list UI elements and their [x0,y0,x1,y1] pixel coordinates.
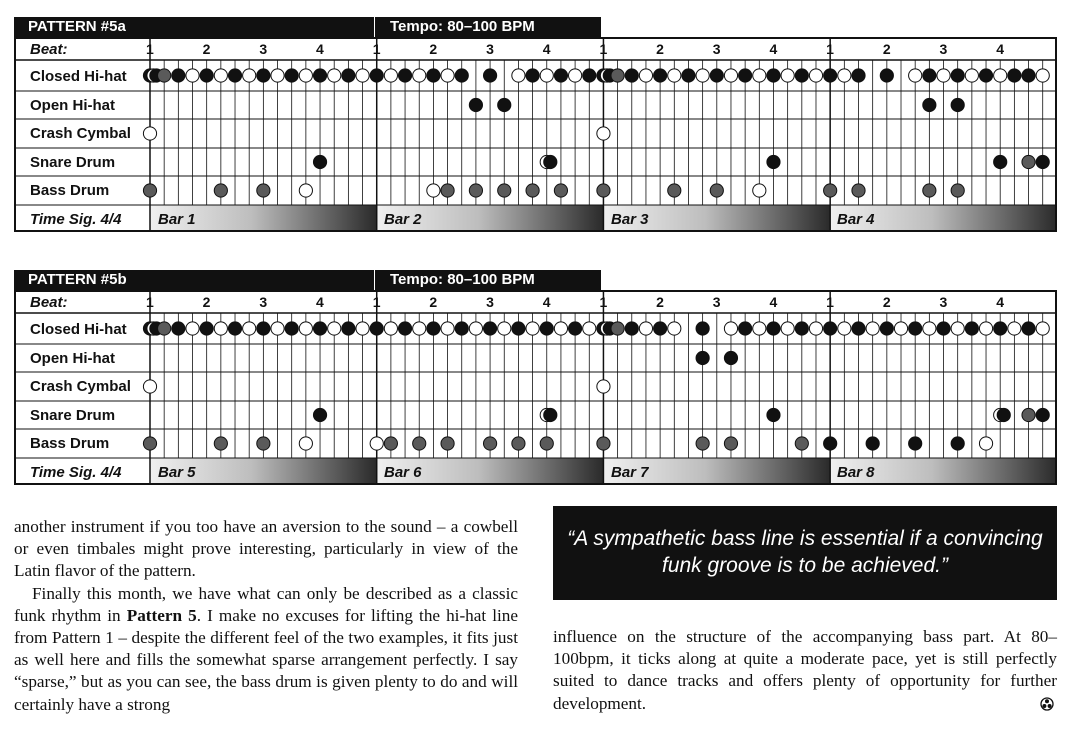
drum-note [413,437,426,450]
drum-note [696,69,709,82]
drum-note [512,322,525,335]
beat-number: 3 [712,41,721,57]
drum-note [328,322,341,335]
instrument-label: Open Hi-hat [30,350,115,367]
drum-note [554,322,567,335]
drum-note [413,322,426,335]
beat-number: 4 [996,294,1004,310]
pattern-tempo: Tempo: 80–100 BPM [375,270,601,290]
drum-note [639,69,652,82]
drum-note [413,69,426,82]
drum-note [710,184,723,197]
drum-note [143,127,156,140]
drum-note [544,408,557,421]
drum-note [483,322,496,335]
beat-number: 4 [769,41,778,57]
drum-note [469,322,482,335]
drum-note [285,69,298,82]
drum-note [455,69,468,82]
drum-note [257,437,270,450]
drum-note [795,322,808,335]
instrument-label: Bass Drum [30,435,110,452]
drum-note [540,322,553,335]
drum-note [923,69,936,82]
drum-note [243,69,256,82]
beat-number: 3 [939,294,948,310]
beat-number: 4 [316,41,324,57]
pattern-reference: Pattern 5 [126,605,197,625]
drum-note [894,322,907,335]
drum-note [342,69,355,82]
drum-note [512,437,525,450]
time-signature: Time Sig. 4/4 [30,211,122,228]
drum-note [554,69,567,82]
article-column-right [553,626,1057,715]
drum-note [158,322,171,335]
beat-number: 2 [429,294,438,310]
beat-number: 1 [146,41,154,57]
drum-note [299,69,312,82]
drum-grid [14,290,1057,485]
drum-note [639,322,652,335]
drum-note [356,69,369,82]
drum-note [498,322,511,335]
drum-note [795,437,808,450]
drum-note [544,155,557,168]
drum-note [710,69,723,82]
drum-note [909,437,922,450]
drum-note [1022,322,1035,335]
drum-note [1022,155,1035,168]
drum-note [313,408,326,421]
drum-note [200,322,213,335]
drum-note [937,69,950,82]
drum-note [200,69,213,82]
drum-note [611,69,624,82]
beat-label: Beat: [30,294,68,311]
drum-note [838,69,851,82]
bar-label: Bar 2 [384,211,422,228]
drum-note [342,322,355,335]
drum-note [696,351,709,364]
drum-note [852,322,865,335]
drum-note [285,322,298,335]
drum-note [299,184,312,197]
drum-note [767,408,780,421]
drum-note [313,322,326,335]
drum-note [838,322,851,335]
beat-number: 4 [769,294,778,310]
drum-note [427,184,440,197]
drum-note [1008,69,1021,82]
drum-note [384,437,397,450]
beat-number: 4 [542,41,551,57]
drum-note [583,69,596,82]
drum-note [271,69,284,82]
drum-note [158,69,171,82]
instrument-label: Snare Drum [30,154,116,171]
drum-note [696,322,709,335]
drum-note [427,69,440,82]
drum-note [979,437,992,450]
drum-note [441,322,454,335]
drum-note [739,69,752,82]
drum-note [611,322,624,335]
pattern-5a [14,17,1057,237]
drum-note [597,437,610,450]
beat-number: 2 [882,294,891,310]
drum-note [809,322,822,335]
drum-note [767,69,780,82]
paragraph-text: . I make no excuses for lifting the hi-hat line from Pattern 1 – despite the different feel of the two examples, it fits just as well here and fills the somewhat sparse arrangement perfectly. I say “sparse,” but as you can see, the bass drum is given plenty to do and will certainly have a strong [14,605,519,714]
drum-note [214,322,227,335]
drum-note [540,437,553,450]
drum-note [668,69,681,82]
drum-note [979,69,992,82]
drum-note [724,322,737,335]
drum-note [172,69,185,82]
drum-note [795,69,808,82]
drum-note [994,322,1007,335]
beat-number: 1 [826,41,834,57]
drum-note [1036,408,1049,421]
drum-note [597,184,610,197]
drum-note [257,184,270,197]
drum-note [257,69,270,82]
drum-note [937,322,950,335]
beat-number: 4 [542,294,551,310]
drum-note [951,437,964,450]
drum-note [526,184,539,197]
drum-note [455,322,468,335]
drum-note [880,322,893,335]
drum-note [654,69,667,82]
pull-quote: “A sympathetic bass line is essential if a convincing funk groove is to be achieved.” [553,506,1057,600]
bar-label: Bar 5 [158,464,196,481]
instrument-label: Crash Cymbal [30,125,131,142]
drum-note [923,98,936,111]
drum-note [866,437,879,450]
drum-note [328,69,341,82]
beat-number: 1 [599,294,608,310]
drum-note [852,184,865,197]
beat-number: 2 [429,41,438,57]
beat-number: 4 [996,41,1004,57]
drum-note [441,184,454,197]
drum-note [965,322,978,335]
drum-note [979,322,992,335]
beat-number: 3 [486,41,494,57]
beat-number: 1 [826,294,834,310]
drum-note [880,69,893,82]
beat-number: 2 [656,41,664,57]
beat-number: 3 [486,294,494,310]
pattern-5b [14,270,1057,490]
drum-note [398,322,411,335]
drum-note [313,69,326,82]
drum-note [696,437,709,450]
drum-note [299,437,312,450]
drum-note [1036,322,1049,335]
drum-note [483,69,496,82]
drum-note [781,322,794,335]
drum-note [498,98,511,111]
time-signature: Time Sig. 4/4 [30,464,122,481]
drum-note [214,69,227,82]
drum-note [739,322,752,335]
drum-note [441,69,454,82]
drum-note [1036,69,1049,82]
drum-note [909,322,922,335]
beat-number: 2 [882,41,891,57]
drum-note [625,69,638,82]
drum-note [668,184,681,197]
pattern-tempo: Tempo: 80–100 BPM [375,17,601,37]
drum-note [951,322,964,335]
drum-note [569,69,582,82]
drum-note [753,69,766,82]
beat-number: 3 [259,294,268,310]
drum-note [824,322,837,335]
drum-note [1022,69,1035,82]
drum-note [512,69,525,82]
drum-note [597,127,610,140]
drum-note [370,322,383,335]
drum-note [313,155,326,168]
drum-note [214,184,227,197]
drum-note [384,322,397,335]
bar-label: Bar 3 [611,211,649,228]
drum-note [654,322,667,335]
drum-note [753,322,766,335]
drum-note [299,322,312,335]
beat-number: 1 [146,294,154,310]
drum-note [767,155,780,168]
instrument-label: Closed Hi-hat [30,321,127,338]
bar-label: Bar 6 [384,464,422,481]
drum-note [781,69,794,82]
beat-number: 1 [372,294,381,310]
drum-note [214,437,227,450]
drum-note [909,69,922,82]
drum-note [724,351,737,364]
drum-note [951,69,964,82]
drum-note [469,184,482,197]
drum-note [540,69,553,82]
drum-note [526,69,539,82]
beat-number: 1 [372,41,381,57]
beat-number: 3 [259,41,268,57]
beat-number: 3 [939,41,948,57]
instrument-label: Closed Hi-hat [30,68,127,85]
drum-note [172,322,185,335]
drum-note [441,437,454,450]
drum-note [824,69,837,82]
pattern-title: PATTERN #5a [14,17,374,37]
bar-label: Bar 4 [837,211,875,228]
drum-note [143,437,156,450]
bar-label: Bar 1 [158,211,196,228]
pattern-title: PATTERN #5b [14,270,374,290]
drum-note [923,184,936,197]
drum-note [186,69,199,82]
drum-note [398,69,411,82]
drum-note [682,69,695,82]
drum-note [498,184,511,197]
paragraph: another instrument if you too have an aversion to the sound – a cowbell or even timbales might prove interesting, particularly in view of the Latin flavor of the pattern. [14,517,518,581]
drum-note [951,98,964,111]
drum-note [625,322,638,335]
drum-note [186,322,199,335]
grid-lines [16,39,1055,230]
beat-number: 3 [712,294,721,310]
drum-note [724,69,737,82]
beat-number: 2 [656,294,664,310]
drum-note [526,322,539,335]
article-column-left [14,516,518,716]
paragraph: influence on the structure of the accompanying bass part. At 80–100bpm, it ticks along at quite a moderate pace, yet is still perfectly suited to dance tracks and offers plenty of opportunity for further development. [553,627,1057,713]
instrument-label: Snare Drum [30,407,116,424]
drum-note [384,69,397,82]
drum-note [143,184,156,197]
drum-note [469,98,482,111]
drum-note [809,69,822,82]
drum-note [724,437,737,450]
beat-label: Beat: [30,41,68,58]
beat-number: 1 [599,41,608,57]
beat-number: 2 [202,41,211,57]
drum-note [228,69,241,82]
drum-note [427,322,440,335]
drum-note [554,184,567,197]
drum-note [243,322,256,335]
drum-note [370,69,383,82]
drum-note [923,322,936,335]
drum-grid [14,37,1057,232]
bar-label: Bar 8 [837,464,875,481]
drum-note [1036,155,1049,168]
instrument-label: Open Hi-hat [30,97,115,114]
drum-note [583,322,596,335]
instrument-label: Crash Cymbal [30,378,131,395]
drum-note [257,322,270,335]
drum-note [997,408,1010,421]
drum-note [668,322,681,335]
drum-note [852,69,865,82]
drum-note [753,184,766,197]
paragraph [14,583,518,716]
grid-lines [16,292,1055,483]
instrument-label: Bass Drum [30,182,110,199]
drum-note [569,322,582,335]
drum-note [271,322,284,335]
drum-note [866,322,879,335]
drum-note [767,322,780,335]
end-of-article-icon [1040,697,1054,711]
drum-note [1008,322,1021,335]
drum-note [994,155,1007,168]
drum-note [228,322,241,335]
drum-note [597,380,610,393]
drum-note [1022,408,1035,421]
bar-label: Bar 7 [611,464,649,481]
paragraph-text: Finally this month, we have what can only be described as a classic funk rhythm in [14,583,518,625]
drum-note [356,322,369,335]
drum-note [994,69,1007,82]
beat-number: 2 [202,294,211,310]
drum-note [370,437,383,450]
drum-note [951,184,964,197]
beat-number: 4 [316,294,324,310]
drum-note [483,437,496,450]
drum-note [824,184,837,197]
drum-note [824,437,837,450]
drum-note [143,380,156,393]
drum-note [965,69,978,82]
